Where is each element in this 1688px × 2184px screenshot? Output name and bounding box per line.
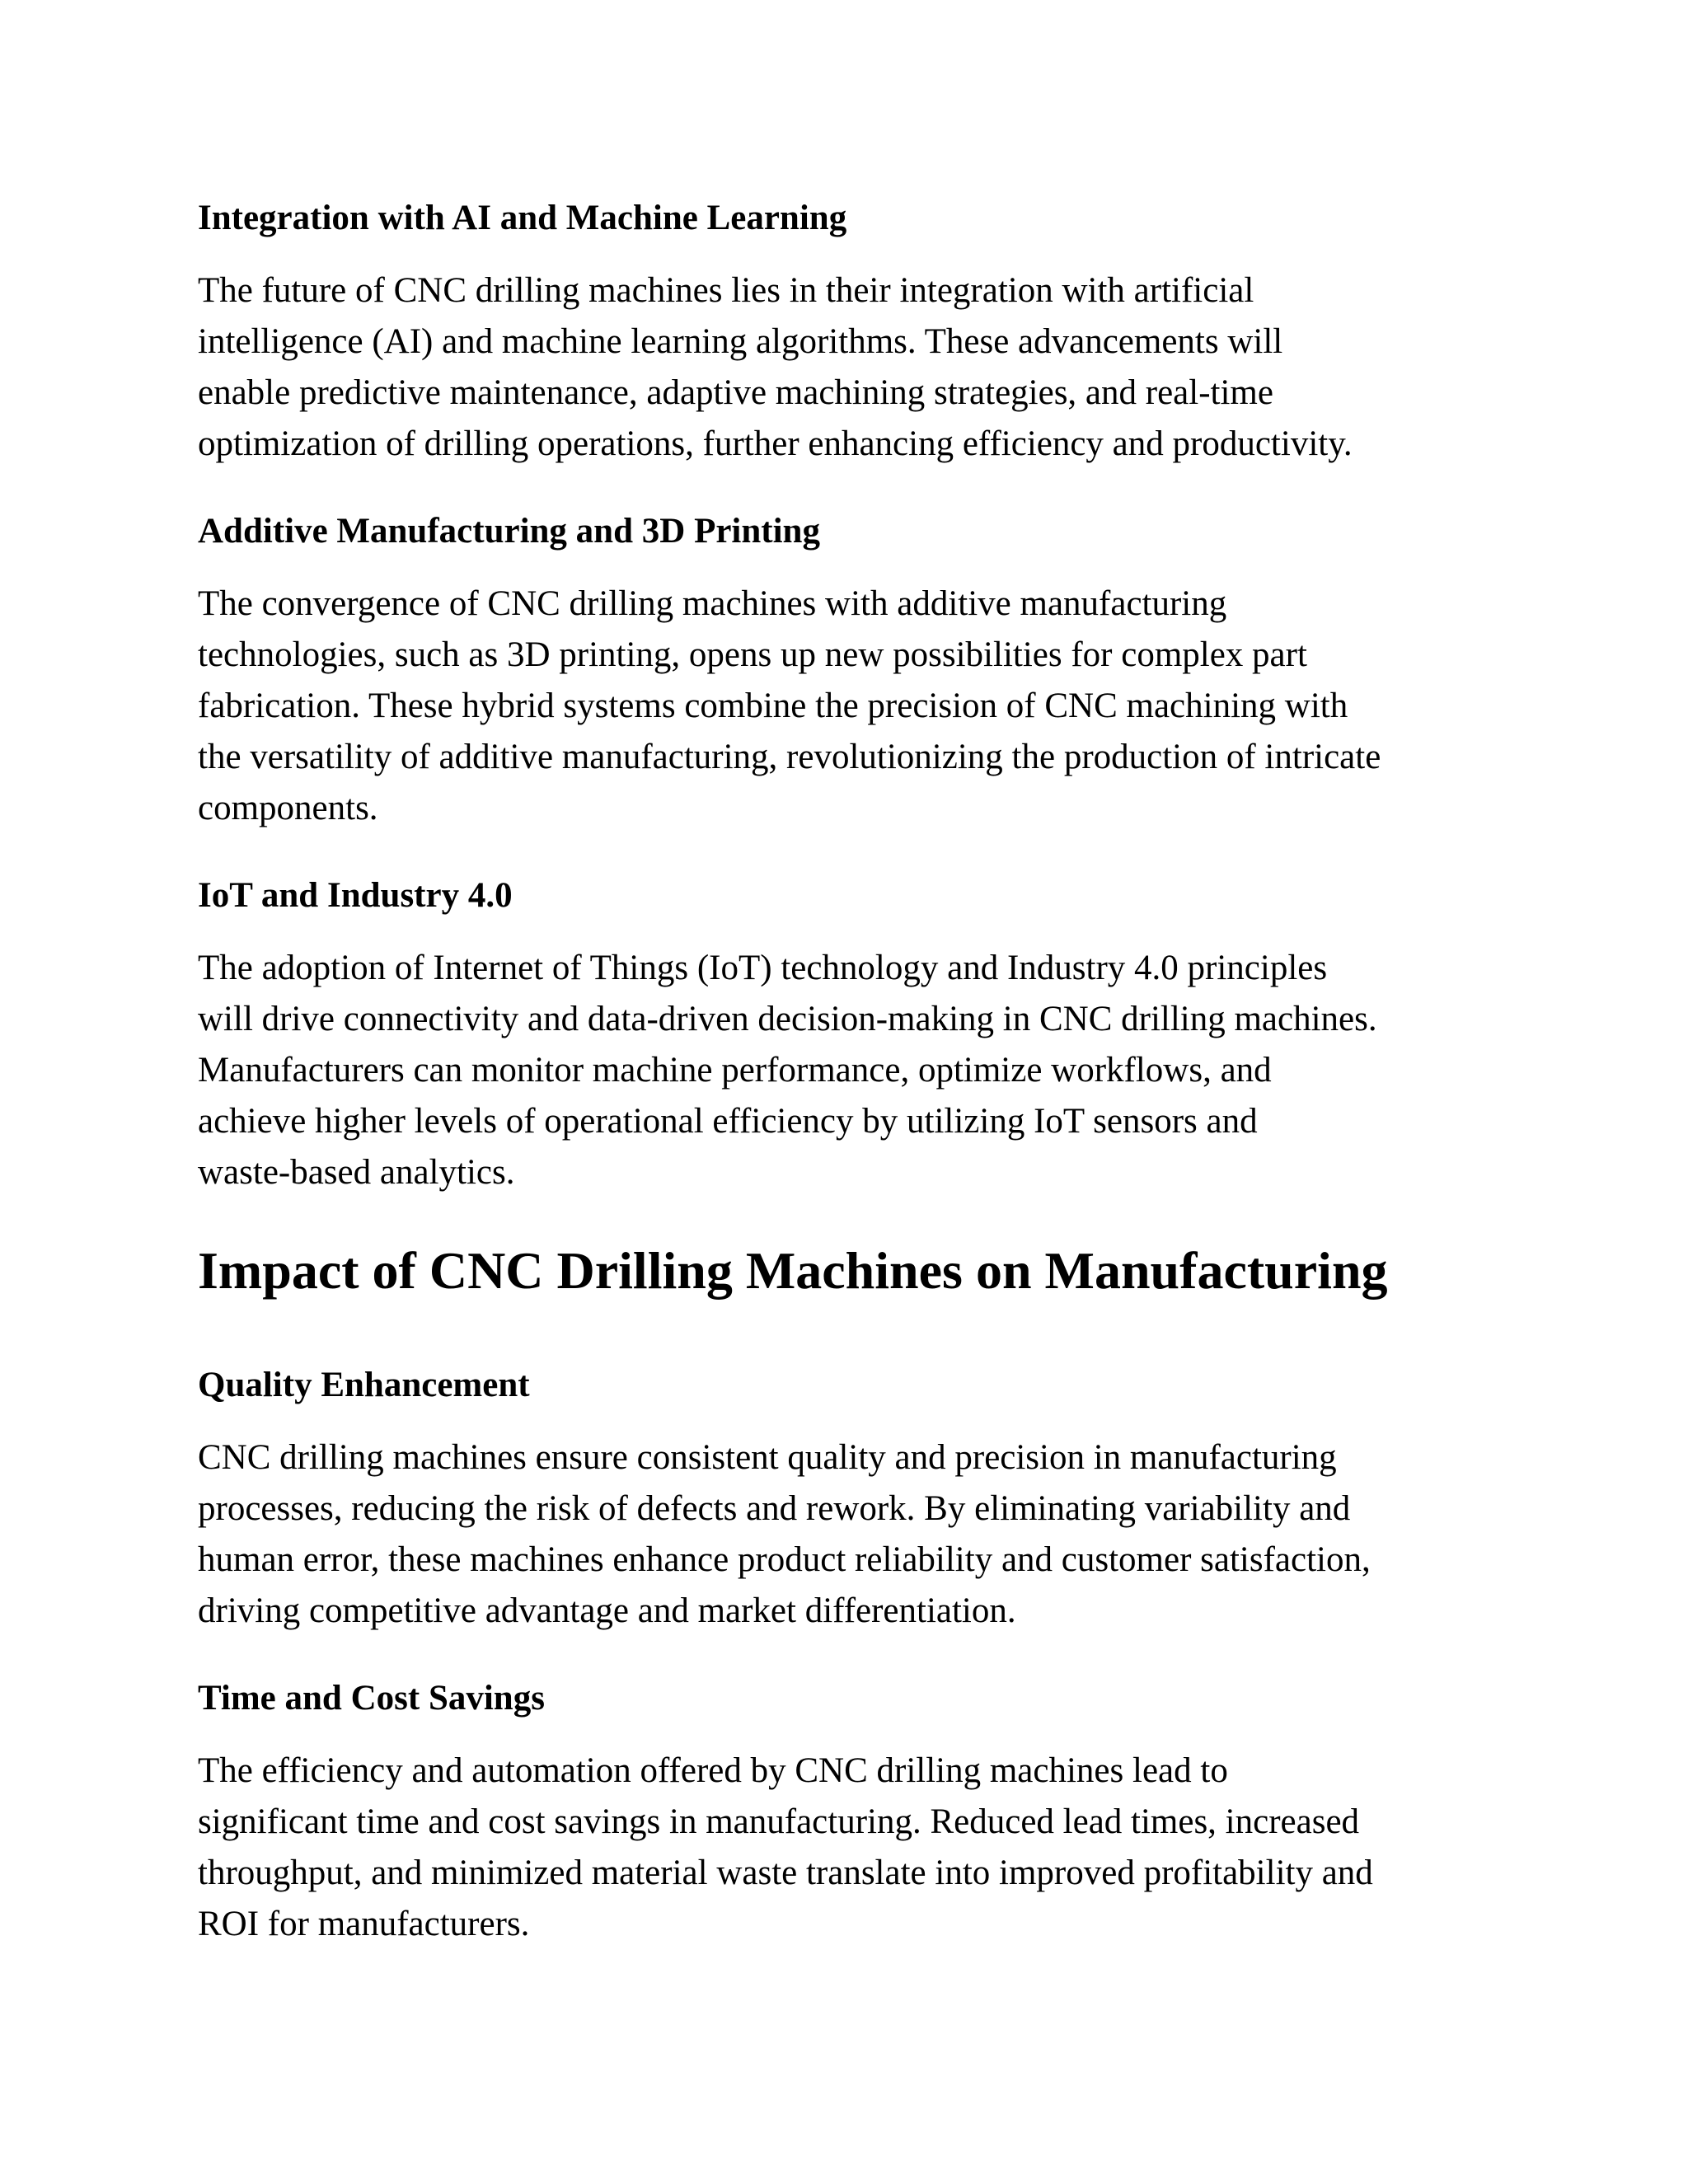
paragraph-line: Manufacturers can monitor machine performance, optimize workflows, and [198,1051,1272,1090]
paragraph-line: technologies, such as 3D printing, opens up new possibilities for complex part [198,635,1307,674]
section-paragraph-additive-manufacturing [198,579,1517,834]
paragraph-line: fabrication. These hybrid systems combine the precision of CNC machining with [198,687,1348,725]
paragraph-line: ROI for manufacturers. [198,1905,530,1943]
paragraph-line: will drive connectivity and data-driven decision-making in CNC drilling machines. [198,1000,1377,1038]
paragraph-line: throughput, and minimized material waste translate into improved profitability and [198,1854,1373,1892]
section-heading-additive-manufacturing: Additive Manufacturing and 3D Printing [198,512,820,551]
paragraph-line: The future of CNC drilling machines lies in their integration with artificial [198,271,1254,310]
paragraph-line: CNC drilling machines ensure consistent quality and precision in manufacturing [198,1438,1337,1477]
section-paragraph-time-cost-savings [198,1746,1517,1950]
paragraph-line: driving competitive advantage and market differentiation. [198,1591,1016,1630]
paragraph-line: processes, reducing the risk of defects and rework. By eliminating variability and [198,1489,1351,1528]
paragraph-line: the versatility of additive manufacturing, revolutionizing the production of intricate [198,738,1381,776]
section-paragraph-iot-industry [198,943,1517,1198]
section-heading-time-cost-savings: Time and Cost Savings [198,1679,545,1718]
paragraph-line: intelligence (AI) and machine learning algorithms. These advancements will [198,322,1283,361]
paragraph-line: enable predictive maintenance, adaptive machining strategies, and real-time [198,373,1273,412]
section-paragraph-ai-ml [198,265,1517,470]
paragraph-line: The adoption of Internet of Things (IoT) technology and Industry 4.0 principles [198,949,1328,987]
section-heading-quality-enhancement: Quality Enhancement [198,1366,530,1404]
paragraph-line: significant time and cost savings in manufacturing. Reduced lead times, increased [198,1802,1360,1841]
paragraph-line: The efficiency and automation offered by CNC drilling machines lead to [198,1751,1228,1790]
paragraph-line: components. [198,789,378,827]
section-paragraph-quality-enhancement [198,1432,1517,1637]
paragraph-line: human error, these machines enhance product reliability and customer satisfaction, [198,1540,1371,1579]
paragraph-line: achieve higher levels of operational efficiency by utilizing IoT sensors and [198,1102,1258,1141]
paragraph-line: optimization of drilling operations, further enhancing efficiency and productivity. [198,424,1353,463]
main-heading: Impact of CNC Drilling Machines on Manufacturing [198,1241,1388,1300]
paragraph-line: waste-based analytics. [198,1153,515,1192]
paragraph-line: The convergence of CNC drilling machines with additive manufacturing [198,584,1227,623]
section-heading-iot-industry: IoT and Industry 4.0 [198,876,513,915]
section-heading-ai-ml: Integration with AI and Machine Learning [198,199,847,237]
